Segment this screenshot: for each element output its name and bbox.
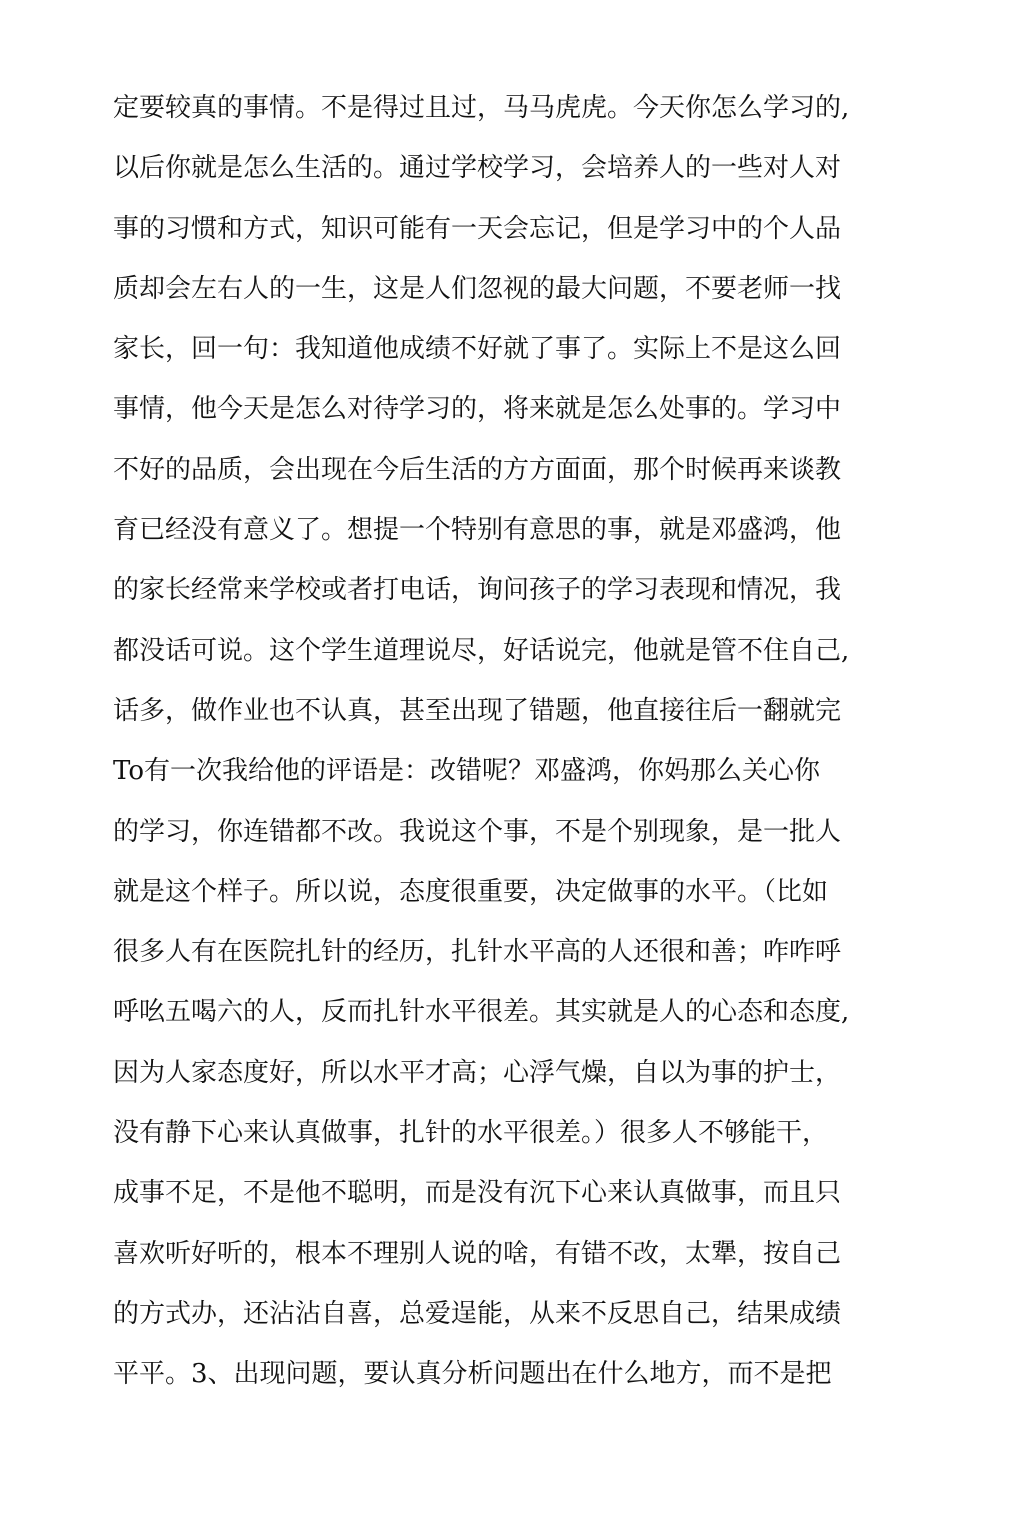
text-line: 平平。3、出现问题，要认真分析问题出在什么地方，而不是把 [113,1359,832,1390]
text-line: 质却会左右人的一生，这是人们忽视的最大问题，不要老师一找 [113,273,842,304]
text-line: 很多人有在医院扎针的经历，扎针水平高的人还很和善；咋咋呼 [113,937,842,968]
text-line: 就是这个样子。所以说，态度很重要，决定做事的水平。（比如 [113,876,829,907]
text-line: 都没话可说。这个学生道理说尽，好话说完，他就是管不住自己, [113,635,850,666]
text-line: 的学习，你连错都不改。我说这个事，不是个别现象，是一批人 [113,816,842,847]
text-line: 的方式办，还沾沾自喜，总爱逞能，从来不反思自己，结果成绩 [113,1298,842,1329]
text-line: To有一次我给他的评语是：改错呢？邓盛鸿，你妈那么关心你 [113,756,820,787]
text-line: 呼吆五喝六的人，反而扎针水平很差。其实就是人的心态和态度, [113,997,850,1028]
text-line: 没有静下心来认真做事，扎针的水平很差。）很多人不够能干， [113,1118,829,1149]
text-line: 以后你就是怎么生活的。通过学校学习，会培养人的一些对人对 [113,153,842,184]
text-line: 的家长经常来学校或者打电话，询问孩子的学习表现和情况，我 [113,575,842,606]
text-line: 因为人家态度好，所以水平才高；心浮气燥，自以为事的护士， [113,1057,842,1088]
text-line: 家长，回一句：我知道他成绩不好就了事了。实际上不是这么回 [113,334,842,365]
text-line: 成事不足，不是他不聪明，而是没有沉下心来认真做事，而且只 [113,1178,842,1209]
text-line: 喜欢听好听的，根本不理别人说的啥，有错不改，太犟，按自己 [113,1238,842,1269]
text-line: 事情，他今天是怎么对待学习的，将来就是怎么处事的。学习中 [113,394,842,425]
body-text [113,84,873,1411]
text-line: 定要较真的事情。不是得过且过，马马虎虎。今天你怎么学习的, [113,93,850,123]
text-line: 不好的品质，会出现在今后生活的方方面面，那个时候再来谈教 [113,454,842,485]
text-line: 事的习惯和方式，知识可能有一天会忘记，但是学习中的个人品 [113,213,842,244]
text-line: 育已经没有意义了。想提一个特别有意思的事，就是邓盛鸿，他 [113,515,842,546]
text-line: 话多，做作业也不认真，甚至出现了错题，他直接往后一翻就完 [113,695,842,726]
